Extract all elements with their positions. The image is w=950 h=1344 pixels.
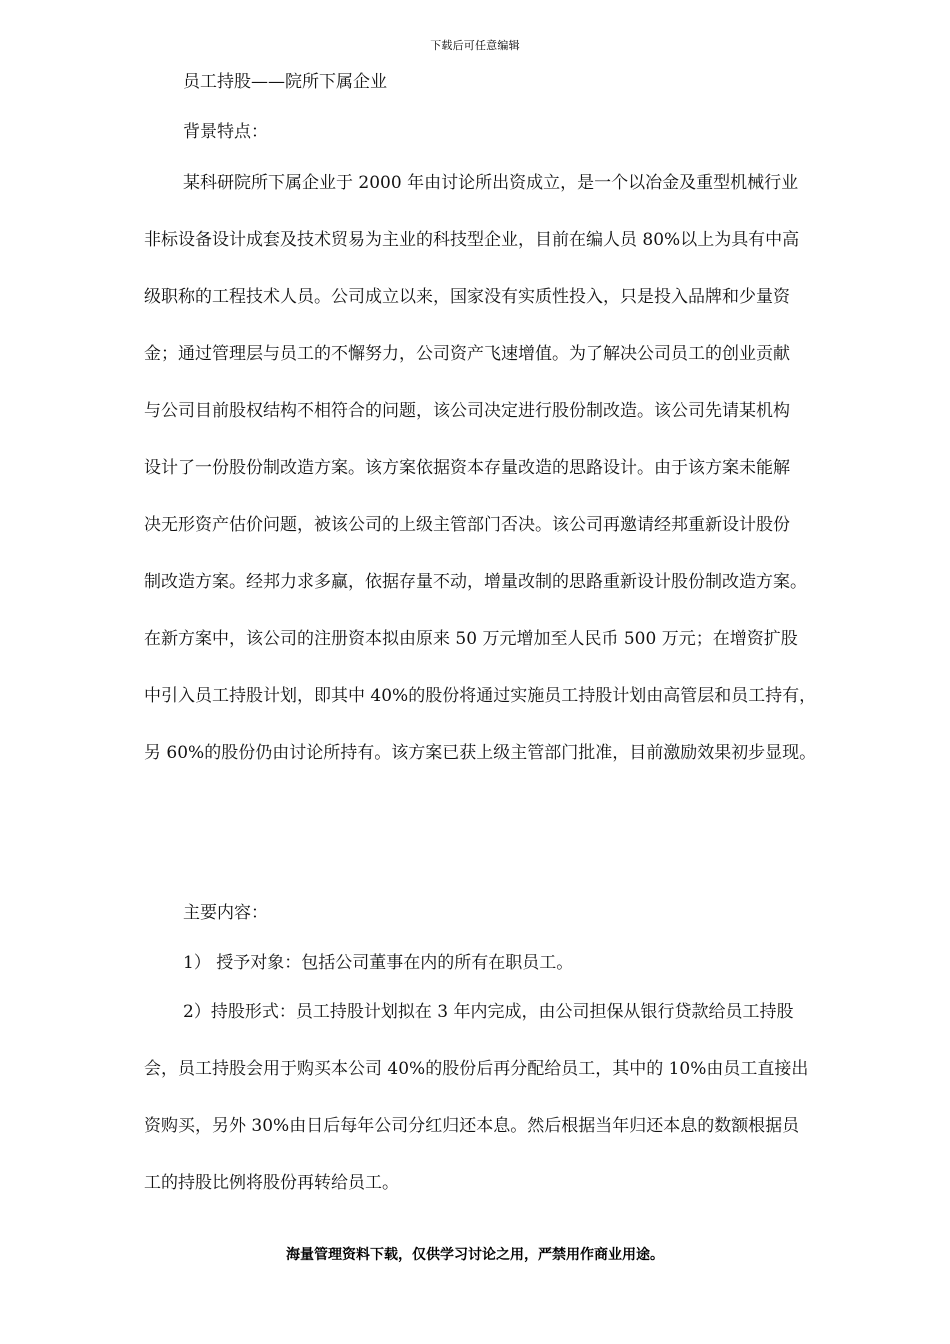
list-item-2-line-4: 工的持股比例将股份再转给员工。 [144, 1173, 399, 1193]
background-line-3: 级职称的工程技术人员。公司成立以来，国家没有实质性投入，只是投入品牌和少量资 [144, 287, 790, 307]
background-line-11: 另 60%的股份仍由讨论所持有。该方案已获上级主管部门批准，目前激励效果初步显现。 [144, 743, 817, 763]
background-line-6: 设计了一份股份制改造方案。该方案依据资本存量改造的思路设计。由于该方案未能解 [144, 458, 790, 478]
list-item-2-line-1: 2）持股形式：员工持股计划拟在 3 年内完成，由公司担保从银行贷款给员工持股 [183, 1002, 794, 1022]
footer-note: 海量管理资料下载，仅供学习讨论之用，严禁用作商业用途。 [286, 1247, 664, 1263]
background-line-9: 在新方案中，该公司的注册资本拟由原来 50 万元增加至人民币 500 万元；在增资扩股 [144, 629, 798, 649]
background-line-4: 金；通过管理层与员工的不懈努力，公司资产飞速增值。为了解决公司员工的创业贡献 [144, 344, 790, 364]
background-heading: 背景特点： [183, 122, 268, 142]
header-note: 下载后可任意编辑 [430, 39, 520, 52]
list-item-1: 1） 授予对象：包括公司董事在内的所有在职员工。 [183, 953, 574, 973]
background-line-8: 制改造方案。经邦力求多赢，依据存量不动，增量改制的思路重新设计股份制改造方案。 [144, 572, 807, 592]
background-line-5: 与公司目前股权结构不相符合的问题，该公司决定进行股份制改造。该公司先请某机构 [144, 401, 790, 421]
background-line-10: 中引入员工持股计划，即其中 40%的股份将通过实施员工持股计划由高管层和员工持有， [144, 686, 817, 706]
background-line-7: 决无形资产估价问题，被该公司的上级主管部门否决。该公司再邀请经邦重新设计股份 [144, 515, 790, 535]
list-item-2-line-3: 资购买，另外 30%由日后每年公司分红归还本息。然后根据当年归还本息的数额根据员 [144, 1116, 800, 1136]
document-title: 员工持股——院所下属企业 [183, 72, 387, 92]
list-item-2-line-2: 会，员工持股会用于购买本公司 40%的股份后再分配给员工，其中的 10%由员工直接出 [144, 1059, 809, 1079]
main-heading: 主要内容： [183, 903, 268, 923]
background-line-2: 非标设备设计成套及技术贸易为主业的科技型企业，目前在编人员 80%以上为具有中高 [144, 230, 800, 250]
background-line-1: 某科研院所下属企业于 2000 年由讨论所出资成立，是一个以冶金及重型机械行业 [183, 173, 799, 193]
